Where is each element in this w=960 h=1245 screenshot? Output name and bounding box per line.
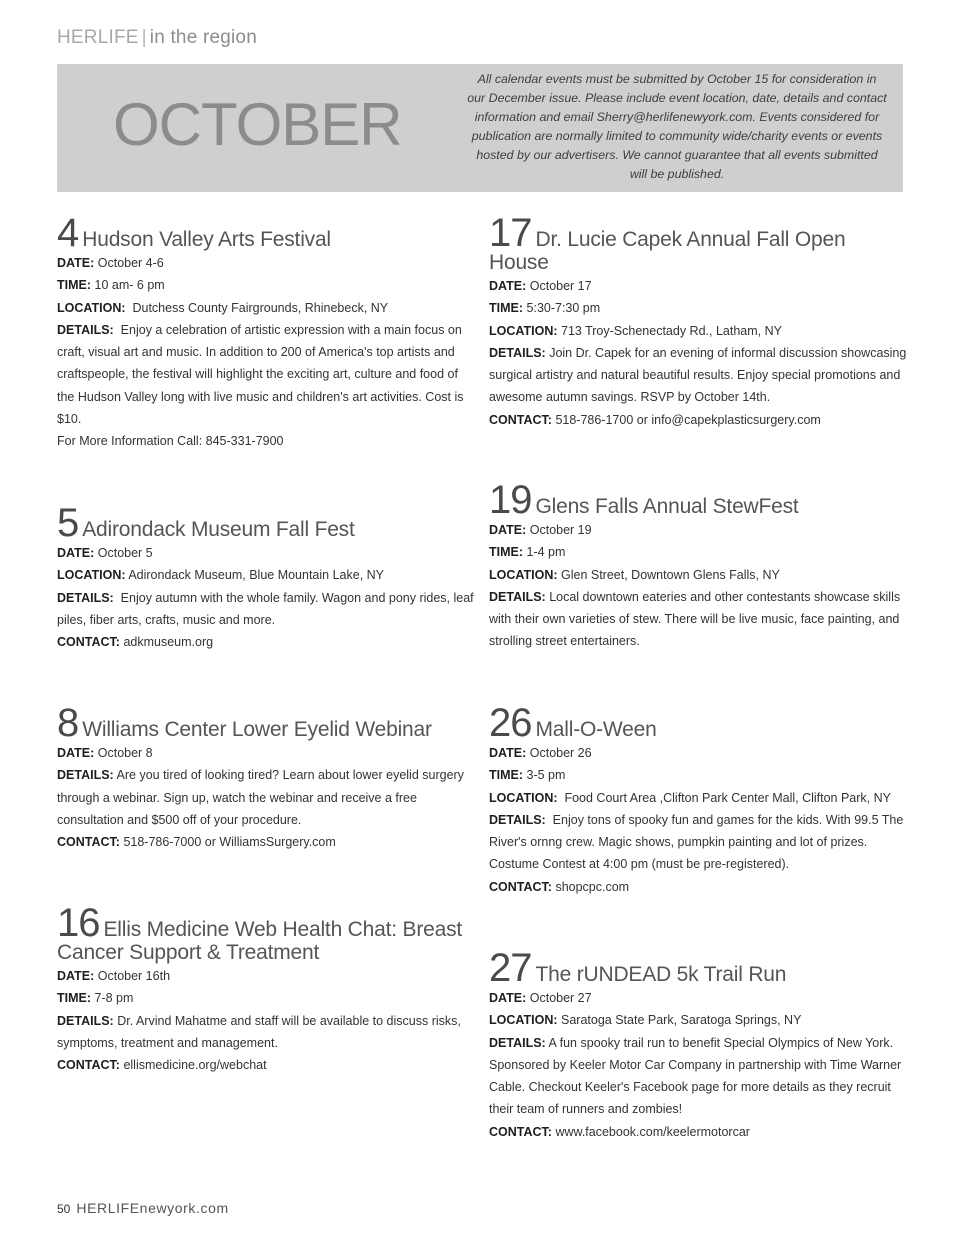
event-time: TIME: 10 am- 6 pm (57, 278, 165, 293)
event-details: DETAILS: Enjoy tons of spooky fun and games for the kids. With 99.5 The River's ornng crew. Magic shows, pumpkin painting and lot of prizes. Costume Contest at 4:00 pm (must be pre-registered). (489, 812, 904, 872)
event-card (489, 211, 907, 431)
event-contact: CONTACT: 518-786-7000 or WilliamsSurgery.com (57, 835, 336, 850)
event-day: 5 (57, 501, 79, 545)
event-date: DATE: October 17 (489, 279, 592, 293)
event-day: 19 (489, 478, 532, 522)
event-card (57, 701, 475, 853)
event-title (489, 946, 907, 990)
event-date: DATE: October 4-6 (57, 256, 164, 270)
event-name: Glens Falls Annual StewFest (535, 495, 799, 518)
event-location: LOCATION: Glen Street, Downtown Glens Falls, NY (489, 567, 780, 582)
event-date: DATE: October 5 (57, 546, 153, 560)
event-details: DETAILS: Join Dr. Capek for an evening of informal discussion showcasing surgical artistry and natural beautiful results. Enjoy special promotions and awesome autumn savings. RSVP by October 14th. (489, 345, 907, 405)
event-day: 8 (57, 701, 79, 745)
event-title (57, 701, 475, 745)
event-details: DETAILS: A fun spooky trail run to benefit Special Olympics of New York. Sponsored by Keeler Motor Car Company in partnership with Time Warner Cable. Checkout Keeler's Facebook page for more details as they recruit their team of runners and zombies! (489, 1035, 902, 1117)
event-card (57, 901, 475, 1076)
event-date: DATE: October 16th (57, 969, 171, 983)
month-banner (57, 64, 903, 192)
event-title (57, 501, 475, 545)
event-name: Ellis Medicine Web Health Chat: Breast Cancer Support & Treatment (57, 918, 463, 964)
event-card (489, 478, 907, 653)
event-contact: CONTACT: www.facebook.com/keelermotorcar (489, 1124, 750, 1139)
header-separator: | (141, 27, 147, 48)
event-name: Mall-O-Ween (535, 718, 657, 741)
footer-site-link[interactable]: HERLIFEnewyork.com (76, 1200, 229, 1216)
event-contact: CONTACT: ellismedicine.org/webchat (57, 1058, 267, 1073)
event-title (489, 478, 907, 522)
event-details: DETAILS: Are you tired of looking tired? Learn about lower eyelid surgery through a webinar. Sign up, watch the webinar and receive a free consultation and $500 off of your procedure. (57, 768, 464, 827)
event-day: 16 (57, 901, 100, 945)
event-location: LOCATION: Saratoga State Park, Saratoga Springs, NY (489, 1013, 802, 1028)
event-details: DETAILS: Enjoy autumn with the whole family. Wagon and pony rides, leaf piles, fiber arts, crafts, music and more. (57, 590, 474, 627)
event-details: DETAILS: Enjoy a celebration of artistic expression with a main focus on craft, visual art and music. In addition to 200 of America's top artists and craftspeople, the festival will highlight the exciting art, culture and food of the Hudson Valley long with live music and children's art activities. Cost is $10. (57, 322, 464, 427)
event-details: DETAILS: Dr. Arvind Mahatme and staff will be available to discuss risks, symptoms, treatment and management. (57, 1013, 461, 1050)
event-date: DATE: October 27 (489, 991, 592, 1005)
event-location: LOCATION: Dutchess County Fairgrounds, Rhinebeck, NY (57, 300, 389, 315)
event-time: TIME: 5:30-7:30 pm (489, 301, 601, 316)
event-day: 4 (57, 211, 79, 255)
event-name: Hudson Valley Arts Festival (82, 228, 331, 251)
event-title (57, 211, 475, 255)
event-time: TIME: 1-4 pm (489, 545, 566, 560)
event-location: LOCATION: Food Court Area ,Clifton Park Center Mall, Clifton Park, NY (489, 790, 891, 805)
event-name: Dr. Lucie Capek Annual Fall Open House (489, 228, 846, 274)
brand-name: HERLIFE (57, 27, 139, 48)
event-card (57, 501, 475, 653)
page-number: 50 (57, 1202, 71, 1216)
event-location: LOCATION: 713 Troy-Schenectady Rd., Latham, NY (489, 323, 782, 338)
event-title (57, 901, 475, 964)
event-card (489, 701, 907, 898)
event-time: TIME: 7-8 pm (57, 991, 134, 1006)
event-title (489, 701, 907, 745)
event-time: TIME: 3-5 pm (489, 768, 566, 783)
event-day: 26 (489, 701, 532, 745)
event-details: DETAILS: Local downtown eateries and other contestants showcase skills with their own varieties of stew. There will be live music, face painting, and strolling street entertainers. (489, 589, 901, 649)
event-day: 17 (489, 211, 532, 255)
event-name: Adirondack Museum Fall Fest (82, 518, 355, 541)
event-name: The rUNDEAD 5k Trail Run (535, 963, 787, 986)
event-card (489, 946, 907, 1143)
event-extra-info: For More Information Call: 845-331-7900 (57, 434, 284, 449)
event-contact: CONTACT: 518-786-1700 or info@capekplasticsurgery.com (489, 412, 821, 427)
section-header (57, 27, 257, 49)
month-title: OCTOBER (113, 91, 402, 158)
event-date: DATE: October 19 (489, 523, 592, 537)
event-contact: CONTACT: shopcpc.com (489, 879, 630, 894)
event-day: 27 (489, 946, 532, 990)
section-name: in the region (149, 27, 257, 48)
submission-notice: All calendar events must be submitted by October 15 for consideration in our December issue. Please include event location, date, details and contact information and email Sherry@herlifenewyork.com. Events considered for publication are normally limited to community wide/charity events or events hosted by our advertisers. We cannot guarantee that all events submitted will be published. (467, 72, 887, 181)
event-date: DATE: October 8 (57, 746, 153, 760)
event-card (57, 211, 475, 453)
page-footer (57, 1200, 229, 1216)
event-title (489, 211, 907, 274)
event-date: DATE: October 26 (489, 746, 592, 760)
event-name: Williams Center Lower Eyelid Webinar (82, 718, 432, 741)
event-contact: CONTACT: adkmuseum.org (57, 635, 214, 650)
event-location: LOCATION: Adirondack Museum, Blue Mountain Lake, NY (57, 568, 385, 583)
